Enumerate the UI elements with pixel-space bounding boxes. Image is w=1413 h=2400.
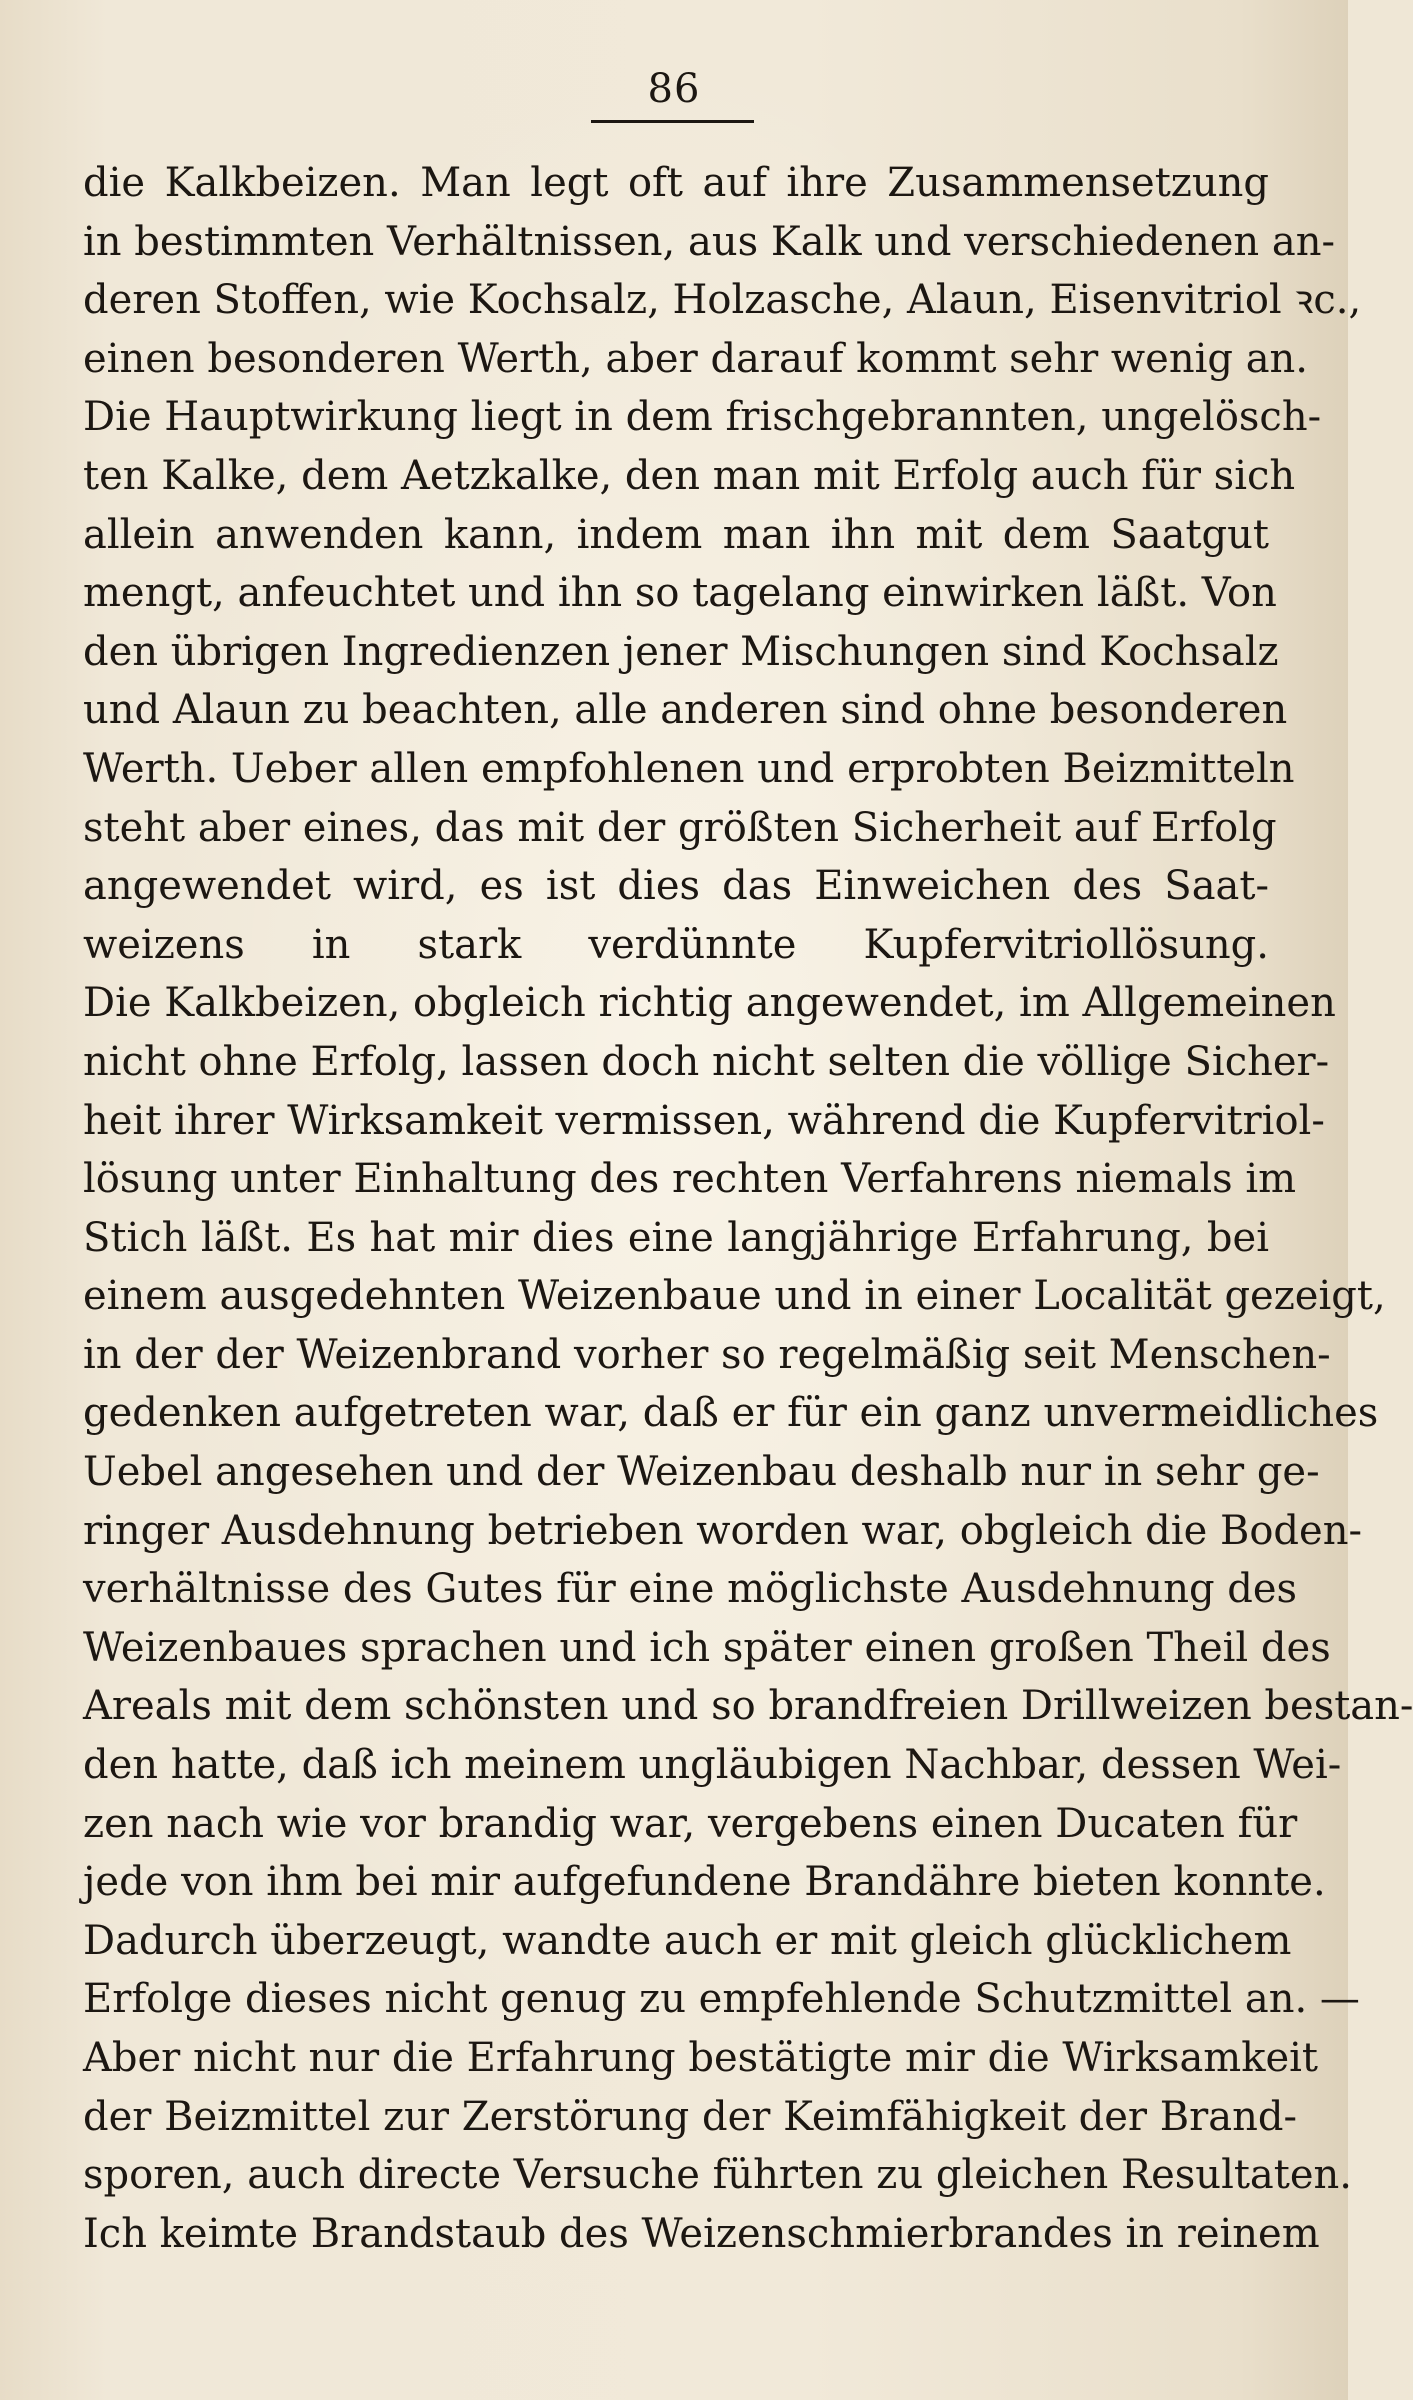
text-line: Die Hauptwirkung liegt in dem frischgebrannten, ungelösch- <box>83 394 1322 441</box>
text-line: deren Stoffen, wie Kochsalz, Holzasche, Alaun, Eisenvitriol ꝛc., <box>83 277 1362 324</box>
text-line: in der der Weizenbrand vorher so regelmäßig seit Menschen- <box>83 1331 1331 1378</box>
text-line: gedenken aufgetreten war, daß er für ein ganz unvermeidliches <box>83 1390 1379 1437</box>
text-line: lösung unter Einhaltung des rechten Verfahrens niemals im <box>83 1156 1297 1203</box>
text-line: allein anwenden kann, indem man ihn mit dem Saatgut <box>83 511 1269 558</box>
text-line: steht aber eines, das mit der größten Sicherheit auf Erfolg <box>83 804 1277 851</box>
text-line: angewendet wird, es ist dies das Einweichen des Saat- <box>83 863 1269 910</box>
text-line: jede von ihm bei mir aufgefundene Brandähre bieten konnte. <box>83 1859 1326 1906</box>
text-line: heit ihrer Wirksamkeit vermissen, während die Kupfervitriol- <box>83 1097 1325 1144</box>
text-line: verhältnisse des Gutes für eine möglichste Ausdehnung des <box>83 1566 1298 1613</box>
text-line: Die Kalkbeizen, obgleich richtig angewendet, im Allgemeinen <box>83 980 1336 1027</box>
text-line: Erfolge dieses nicht genug zu empfehlende Schutzmittel an. — <box>83 1976 1360 2023</box>
text-line: sporen, auch directe Versuche führten zu gleichen Resultaten. <box>83 2152 1353 2199</box>
text-line: den übrigen Ingredienzen jener Mischungen sind Kochsalz <box>83 628 1279 675</box>
text-line: den hatte, daß ich meinem ungläubigen Nachbar, dessen Wei- <box>83 1742 1342 1789</box>
text-line: nicht ohne Erfolg, lassen doch nicht selten die völlige Sicher- <box>83 1038 1330 1085</box>
text-line: Areals mit dem schönsten und so brandfreien Drillweizen bestan- <box>83 1683 1413 1730</box>
text-line: ringer Ausdehnung betrieben worden war, obgleich die Boden- <box>83 1507 1362 1554</box>
text-line: der Beizmittel zur Zerstörung der Keimfähigkeit der Brand- <box>83 2093 1297 2140</box>
text-line: Weizenbaues sprachen und ich später einen großen Theil des <box>83 1624 1331 1671</box>
text-line: einen besonderen Werth, aber darauf kommt sehr wenig an. <box>83 335 1309 382</box>
page-header <box>0 64 1348 114</box>
text-line: mengt, anfeuchtet und ihn so tagelang einwirken läßt. Von <box>83 570 1277 617</box>
text-line: Ich keimte Brandstaub des Weizenschmierbrandes in reinem <box>83 2210 1320 2257</box>
header-rule <box>591 120 754 123</box>
text-line: einem ausgedehnten Weizenbaue und in einer Localität gezeigt, <box>83 1273 1386 1320</box>
text-line: und Alaun zu beachten, alle anderen sind ohne besonderen <box>83 687 1288 734</box>
text-line: Aber nicht nur die Erfahrung bestätigte mir die Wirksamkeit <box>83 2035 1318 2081</box>
text-line: zen nach wie vor brandig war, vergebens einen Ducaten für <box>83 1800 1298 1847</box>
text-line: weizens in stark verdünnte Kupfervitriollösung. <box>83 921 1269 968</box>
text-line: Werth. Ueber allen empfohlenen und erprobten Beizmitteln <box>83 745 1295 792</box>
text-line: die Kalkbeizen. Man legt oft auf ihre Zusammensetzung <box>83 160 1269 206</box>
body-text <box>83 154 1413 2263</box>
page-number: 86 <box>647 66 701 112</box>
text-line: ten Kalke, dem Aetzkalke, den man mit Erfolg auch für sich <box>83 452 1296 499</box>
text-line: Stich läßt. Es hat mir dies eine langjährige Erfahrung, bei <box>83 1214 1269 1261</box>
text-line: in bestimmten Verhältnissen, aus Kalk und verschiedenen an- <box>83 218 1336 265</box>
text-line: Uebel angesehen und der Weizenbau deshalb nur in sehr ge- <box>83 1449 1320 1496</box>
text-line: Dadurch überzeugt, wandte auch er mit gleich glücklichem <box>83 1917 1292 1964</box>
